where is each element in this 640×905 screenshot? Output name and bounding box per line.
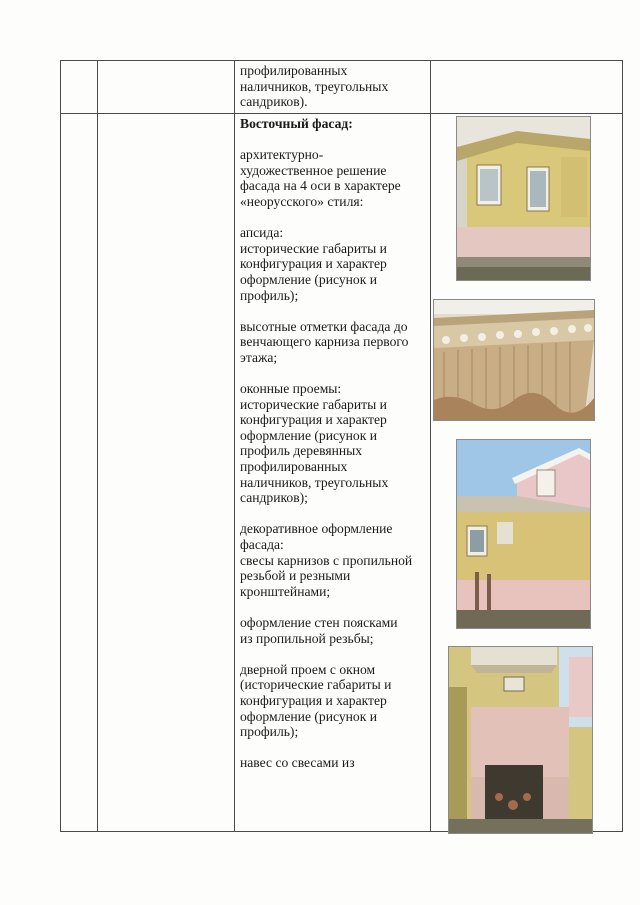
text-line: художественное решение [240, 162, 387, 178]
text-line: исторические габариты и [240, 396, 387, 412]
text-line: оформление стен поясками [240, 615, 398, 630]
name-cell [98, 61, 235, 114]
text-line: декоративное оформление [240, 521, 393, 537]
text-line: наличников, треугольных [240, 78, 389, 94]
entrance-canopy-photo [448, 646, 593, 834]
text-line: конфигурация и характер [240, 256, 387, 272]
paragraph-windows [240, 381, 426, 506]
paragraph-architecture [240, 147, 426, 209]
number-cell [61, 114, 98, 832]
object-table [60, 60, 623, 832]
text-line: оформление (рисунок и [240, 427, 377, 443]
entrance-canopy-photo-drawing [449, 647, 592, 833]
text-line: исторические габариты и [240, 240, 387, 256]
paragraph-belts [240, 615, 426, 646]
text-line: навес со свесами из [240, 755, 355, 771]
continuation-cell [235, 61, 431, 114]
number-cell [61, 61, 98, 114]
photo-cell-empty [431, 61, 623, 114]
text-line: дверной проем с окном [240, 661, 376, 677]
paragraph-apse [240, 225, 426, 303]
text-line: кронштейнами; [240, 583, 331, 599]
paragraph-canopy [240, 755, 426, 771]
text-line: высотные отметки фасада до [240, 318, 408, 334]
description-cell [235, 114, 431, 832]
table-row [61, 114, 623, 832]
section-title: Восточный фасад: [240, 116, 353, 131]
text-line: сандриков). [240, 94, 308, 110]
table-row [61, 61, 623, 114]
cornice-detail-photo [433, 299, 595, 421]
continuation-text [240, 63, 426, 110]
text-line: оконные проемы: [240, 381, 342, 397]
text-line: архитектурно- [240, 147, 324, 163]
text-line: «неорусского» стиля: [240, 193, 364, 209]
text-line: профиль); [240, 724, 299, 740]
cornice-detail-photo-drawing [434, 300, 594, 420]
gable-facade-photo-drawing [457, 440, 590, 628]
text-line: фасада на 4 оси в характере [240, 178, 401, 194]
gable-facade-photo [456, 439, 591, 629]
text-line: конфигурация и характер [240, 692, 387, 708]
text-line: фасада: [240, 537, 284, 553]
name-cell [98, 114, 235, 832]
text-line: профиль); [240, 287, 299, 303]
text-line: наличников, треугольных [240, 474, 389, 490]
text-line: оформление (рисунок и [240, 271, 377, 287]
text-line: профилированных [240, 459, 348, 475]
text-line: профилированных [240, 63, 348, 78]
paragraph-heights [240, 319, 426, 366]
text-line: апсида: [240, 225, 284, 241]
text-line: этажа; [240, 349, 278, 365]
text-line: профиль деревянных [240, 443, 363, 459]
text-line: резьбой и резными [240, 568, 351, 584]
text-line: свесы карнизов с пропильной [240, 552, 413, 568]
text-line: (исторические габариты и [240, 677, 392, 693]
apse-window-photo [456, 116, 591, 281]
paragraph-door [240, 662, 426, 740]
text-line: оформление (рисунок и [240, 708, 377, 724]
paragraph-decoration [240, 521, 426, 599]
text-line: конфигурация и характер [240, 412, 387, 428]
apse-window-photo-drawing [457, 117, 590, 280]
photo-cell [431, 114, 623, 832]
text-line: сандриков); [240, 490, 308, 506]
text-line: венчающего карниза первого [240, 334, 409, 350]
text-line: из пропильной резьбы; [240, 630, 374, 646]
